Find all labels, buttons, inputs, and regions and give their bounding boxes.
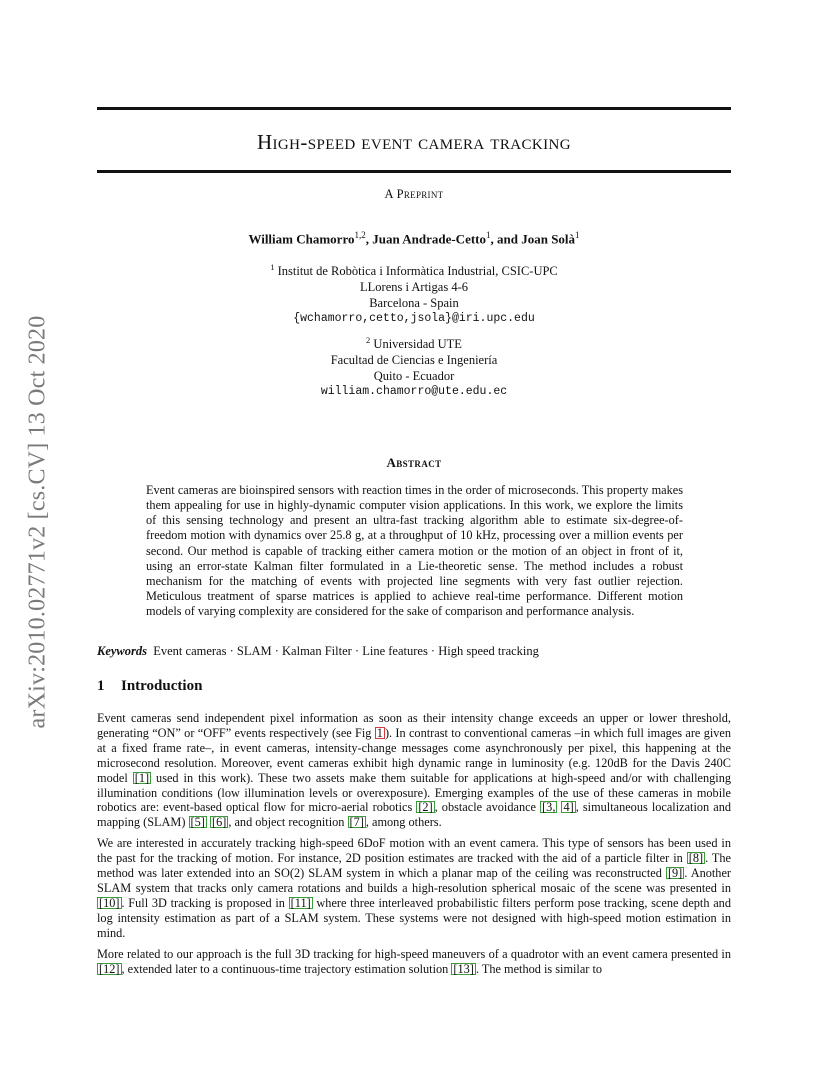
text-run: . The method was later extended into an SO(2) SLAM system in which a planar map of the ceiling was reconstructed xyxy=(97,851,731,881)
text-run: where three interleaved probabilistic filters perform pose tracking, scene depth and log intensity estimation as part of a SLAM system. These systems were not designed with high-speed motion estimation in mind. xyxy=(97,895,731,940)
affiliation-mark: 1 xyxy=(270,262,275,272)
affiliation-line: Institut de Robòtica i Informàtica Industrial, CSIC-UPC xyxy=(277,264,558,279)
text-run: used in this work). These two assets make them suitable for applications at high-speed and/or with challenging illumination conditions (low illumination levels or overexposure). Emerging examples of the use of these cameras in mobile robotics are: event-based optical flow for micro-aerial robotics xyxy=(97,770,731,815)
text-run: . The method is similar to xyxy=(475,961,603,976)
affiliation-email: {wchamorro,cetto,jsola}@iri.upc.edu xyxy=(293,312,535,326)
author-list xyxy=(97,230,731,247)
affiliation-email: william.chamorro@ute.edu.ec xyxy=(320,385,508,399)
preprint-label: A Preprint xyxy=(384,187,444,201)
author-name: William Chamorro xyxy=(248,231,355,247)
paragraph xyxy=(97,947,731,977)
body-text xyxy=(97,711,731,982)
affiliation-2 xyxy=(97,332,731,400)
affiliation-line: Quito - Ecuador xyxy=(373,369,455,384)
text-run: Event cameras send independent pixel information as soon as their intensity change exceeds an upper or lower threshold, generating “ON” or “OFF” events respectively (see Fig xyxy=(97,711,731,740)
affiliation-mark: 2 xyxy=(366,335,371,345)
author-affil-mark: 1 xyxy=(575,230,580,240)
arxiv-stamp-text: arXiv:2010.02771v2 [cs.CV] 13 Oct 2020 xyxy=(24,315,51,729)
citation-link[interactable]: [1] xyxy=(134,770,150,785)
citation-link[interactable]: [7] xyxy=(349,815,364,830)
keywords-list: Event cameras · SLAM · Kalman Filter · Line features · High speed tracking xyxy=(153,644,539,658)
arxiv-stamp xyxy=(18,0,58,1072)
citation-link[interactable]: [6] xyxy=(211,815,227,830)
paragraph xyxy=(97,711,731,830)
affiliation-line: Barcelona - Spain xyxy=(369,296,459,311)
affiliation-line: Facultad de Ciencias e Ingeniería xyxy=(330,353,498,368)
citation-link[interactable]: [2] xyxy=(418,800,433,815)
affiliation-line: Universidad UTE xyxy=(373,337,462,352)
affiliation-line: LLorens i Artigas 4-6 xyxy=(360,280,468,295)
text-run: , obstacle avoidance xyxy=(434,800,541,815)
title-rule-bottom xyxy=(97,170,731,173)
text-run: ). In contrast to conventional cameras –in which full images are given at a fixed frame rate–, in event cameras, intensity-change messages come asynchronously per pixel, this happening at the microsecond resolution. Moreover, event cameras exhibit high dynamic range in luminosity (e.g. 120dB for the Davis 240C model xyxy=(97,725,732,785)
abstract-text: Event cameras are bioinspired sensors with reaction times in the order of microseconds. This property makes them appealing for use in highly-dynamic computer vision applications. In this work, we explore the limits of this sensing technology and present an ultra-fast tracking algorithm able to estimate six-degree-of-freedom motion with dynamics over 25.8 g, at a throughput of 10 kHz, processing over a million events per second. Our method is capable of tracking either camera motion or the motion of an object in front of it, using an error-state Kalman filter formulated in a Lie-theoretic sense. The method includes a robust mechanism for the matching of events with projected line segments with very fast outlier rejection. Meticulous treatment of sparse matrices is applied to achieve real-time performance. Different motion models of varying complexity are considered for the sake of comparison and performance analysis. xyxy=(146,483,683,619)
author-affil-mark: 1 xyxy=(486,230,491,240)
citation-link[interactable]: [9] xyxy=(667,866,683,881)
citation-link[interactable]: [11] xyxy=(290,895,311,910)
text-run: , simultaneous localization and mapping (SLAM) xyxy=(97,800,732,830)
paragraph xyxy=(97,836,731,940)
section-number: 1 xyxy=(97,678,105,694)
keywords-label: Keywords xyxy=(97,644,147,658)
author-affil-mark: 1,2 xyxy=(354,230,366,240)
title-rule-top xyxy=(97,107,731,110)
keywords-line xyxy=(97,644,737,659)
citation-link[interactable]: [3, xyxy=(542,800,556,815)
figure-ref-link[interactable]: 1 xyxy=(376,725,383,740)
author-separator: , and xyxy=(490,231,522,247)
text-run: , among others. xyxy=(365,815,442,830)
citation-link[interactable]: [5] xyxy=(190,815,205,830)
citation-link[interactable]: [12] xyxy=(99,961,120,976)
citation-link[interactable]: 4] xyxy=(563,800,574,815)
citation-link[interactable]: [8] xyxy=(688,851,704,866)
text-run: More related to our approach is the full 3D tracking for high-speed maneuvers of a quadrotor with an event camera presented in xyxy=(97,946,731,961)
text-run: . Full 3D tracking is proposed in xyxy=(121,895,289,910)
text-run: , extended later to a continuous-time trajectory estimation solution xyxy=(121,961,452,976)
affiliation-1 xyxy=(97,259,731,327)
section-heading xyxy=(97,678,202,695)
citation-link[interactable]: [10] xyxy=(99,895,120,910)
text-run: . Another SLAM system that tracks only camera rotations and builds a high-resolution spherical mosaic of the scene was presented in xyxy=(97,866,731,895)
text-run: We are interested in accurately tracking high-speed 6DoF motion with an event camera. This type of sensors has been used in the past for the tracking of motion. For instance, 2D position estimates are tracked with the aid of a particle filter in xyxy=(97,836,731,866)
abstract-heading: Abstract xyxy=(386,455,442,470)
section-title: Introduction xyxy=(121,678,203,694)
text-run: , and object recognition xyxy=(228,815,348,830)
author-name: Joan Solà xyxy=(521,231,576,247)
author-name: Juan Andrade-Cetto xyxy=(372,231,486,247)
author-separator: , xyxy=(365,231,373,247)
paper-title: High-speed event camera tracking xyxy=(256,130,572,154)
citation-link[interactable]: [13] xyxy=(453,961,474,976)
